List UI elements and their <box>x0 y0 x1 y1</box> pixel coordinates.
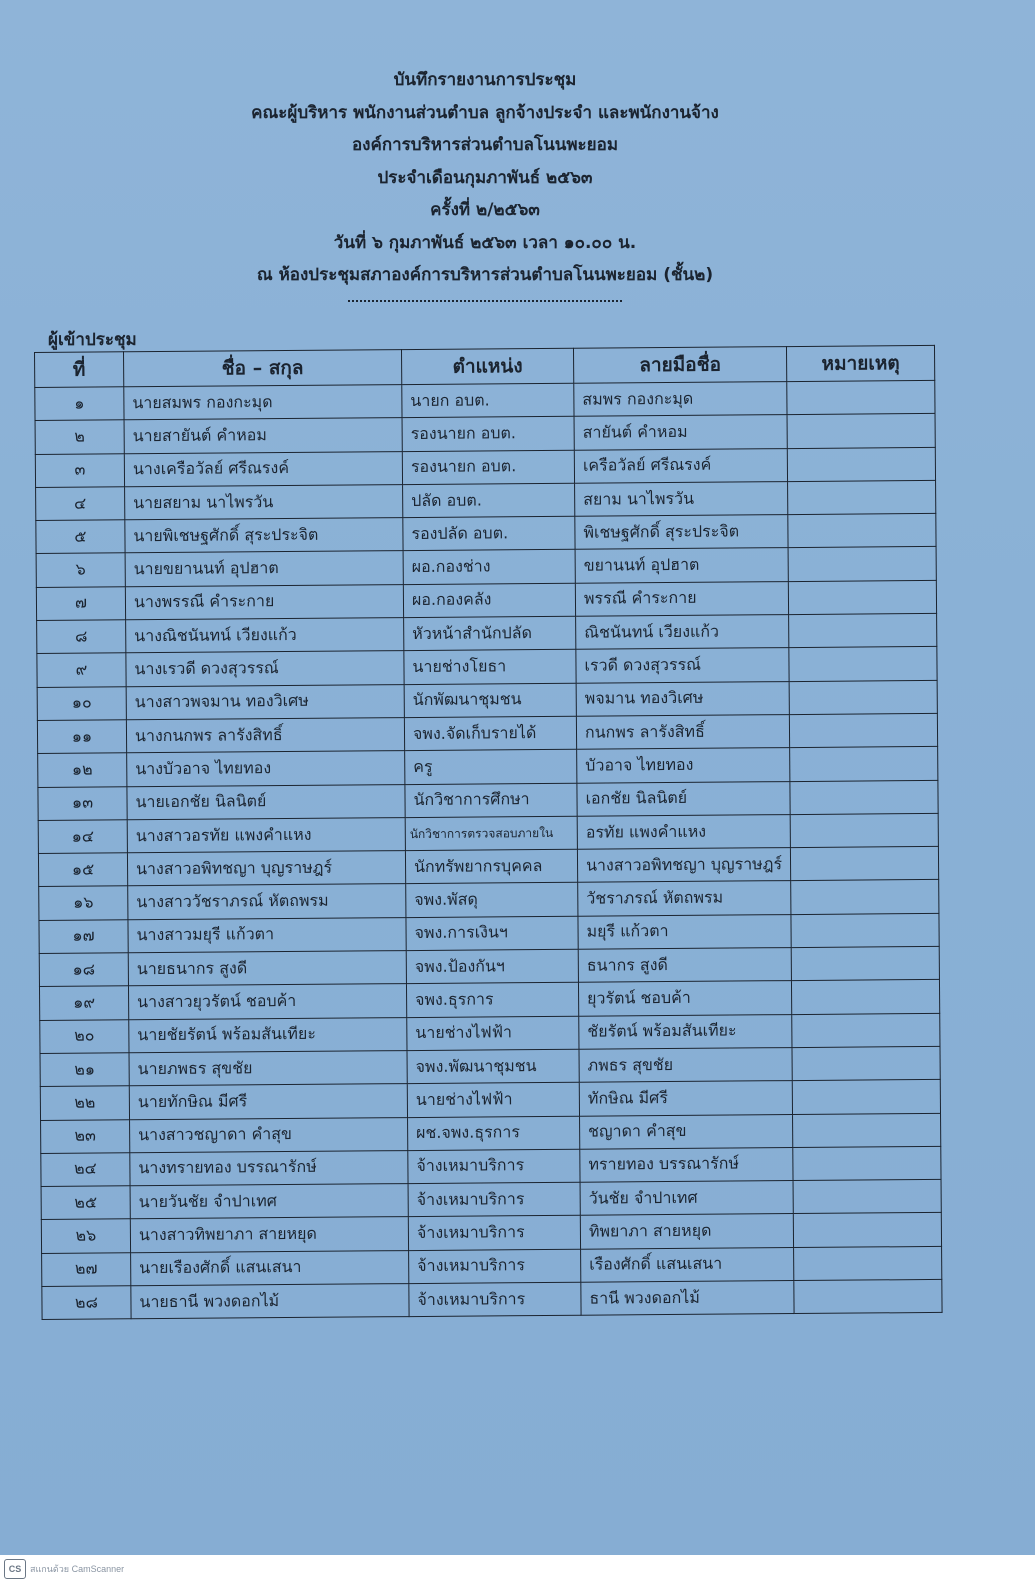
cell-no: ๑ <box>35 387 124 421</box>
cell-no: ๘ <box>37 620 126 654</box>
cell-no: ๒๒ <box>40 1086 129 1120</box>
cell-no: ๑๐ <box>37 686 126 720</box>
camscanner-text: สแกนด้วย CamScanner <box>30 1564 125 1574</box>
cell-no: ๑๔ <box>38 820 127 854</box>
cell-position: จ้างเหมาบริการ <box>409 1282 581 1317</box>
cell-remark <box>789 647 937 681</box>
cell-remark <box>788 580 936 614</box>
column-header-name: ชื่อ – สกุล <box>124 350 402 387</box>
cell-position: รองนายก อบต. <box>402 450 574 485</box>
attendees-label: ผู้เข้าประชุม <box>48 330 137 350</box>
cell-remark <box>788 547 936 581</box>
cell-remark <box>787 380 935 414</box>
cell-position: นักทรัพยากรบุคคล <box>405 849 577 884</box>
cell-remark <box>787 414 935 448</box>
session-line: ครั้งที่ ๒/๒๕๖๓ <box>430 200 540 220</box>
cell-remark <box>791 946 939 980</box>
cell-remark <box>787 447 935 481</box>
cell-no: ๙ <box>37 653 126 687</box>
cell-position: จ้างเหมาบริการ <box>408 1182 580 1217</box>
cell-position: จพง.จัดเก็บรายได้ <box>404 716 576 751</box>
cell-no: ๑๘ <box>39 953 128 987</box>
cell-position: นักวิชาการตรวจสอบภายใน <box>405 816 577 851</box>
column-header-remark: หมายเหตุ <box>786 345 934 381</box>
cell-position: จพง.พัสดุ <box>406 883 578 918</box>
cell-name: นายสมพร กองกะมุด <box>124 385 402 420</box>
column-header-signature: ลายมือชื่อ <box>573 347 786 384</box>
cell-signature: ทิพยาภา สายหยุด <box>580 1214 793 1249</box>
cell-no: ๒๑ <box>40 1053 129 1087</box>
cell-position: จ้างเหมาบริการ <box>408 1149 580 1184</box>
month-line: ประจำเดือนกุมภาพันธ์ ๒๕๖๓ <box>377 167 593 188</box>
organization-line: องค์การบริหารส่วนตำบลโนนพะยอม <box>351 135 619 155</box>
cell-no: ๑๑ <box>37 720 126 754</box>
cell-no: ๑๓ <box>38 786 127 820</box>
cell-signature: ธนากร สูงดี <box>578 948 791 983</box>
cell-no: ๑๙ <box>39 986 128 1020</box>
cell-position: ผอ.กองคลัง <box>403 583 575 618</box>
report-title: บันทึกรายงานการประชุม <box>393 70 577 90</box>
cell-position: จพง.ป้องกันฯ <box>406 949 578 984</box>
cell-no: ๒ <box>35 420 124 454</box>
document-header <box>0 64 970 292</box>
cell-signature: บัวอาจ ไทยทอง <box>577 748 790 783</box>
cell-signature: ธานี พวงดอกไม้ <box>581 1281 794 1316</box>
cell-signature: พรรณี คำระกาย <box>575 581 788 616</box>
cell-no: ๑๗ <box>39 920 128 954</box>
cell-remark <box>790 747 938 781</box>
cell-remark <box>789 613 937 647</box>
cell-name: นางสาววัชราภรณ์ หัตถพรม <box>128 884 406 919</box>
cell-signature: ทักษิณ มีศรี <box>579 1081 792 1116</box>
cell-signature: วัชราภรณ์ หัตถพรม <box>578 881 791 916</box>
cell-remark <box>793 1213 941 1247</box>
cell-name: นายวันชัย จำปาเทศ <box>130 1184 408 1219</box>
cell-position: นายก อบต. <box>402 383 574 418</box>
cell-no: ๔ <box>36 487 125 521</box>
cell-name: นายพิเชษฐศักดิ์ สุระประจิต <box>125 518 403 553</box>
attendance-rows <box>35 380 942 1319</box>
cell-remark <box>791 913 939 947</box>
cell-name: นางทรายทอง บรรณารักษ์ <box>130 1150 408 1185</box>
cell-signature: ขยานนท์ อุปฮาต <box>575 548 788 583</box>
cell-remark <box>789 680 937 714</box>
cell-position: ปลัด อบต. <box>403 483 575 518</box>
cell-remark <box>788 514 936 548</box>
camscanner-logo: CS <box>4 1559 26 1579</box>
cell-name: นายขยานนท์ อุปฮาต <box>125 551 403 586</box>
cell-name: นายสยาม นาไพรวัน <box>125 485 403 520</box>
cell-position: ครู <box>405 750 577 785</box>
cell-name: นายเรืองศักดิ์ แสนเสนา <box>131 1250 409 1285</box>
cell-no: ๑๖ <box>39 886 128 920</box>
cell-signature: ณิชนันทน์ เวียงแก้ว <box>576 615 789 650</box>
cell-remark <box>793 1113 941 1147</box>
cell-no: ๑๒ <box>38 753 127 787</box>
cell-no: ๒๔ <box>41 1153 130 1187</box>
cell-signature: ยุวรัตน์ ชอบค้า <box>578 981 791 1016</box>
date-time-line: วันที่ ๖ กุมภาพันธ์ ๒๕๖๓ เวลา ๑๐.๐๐ น. <box>333 232 637 253</box>
cell-name: นางณิชนันทน์ เวียงแก้ว <box>126 618 404 653</box>
cell-signature: ทรายทอง บรรณารักษ์ <box>580 1147 793 1182</box>
cell-name: นางสาวทิพยาภา สายหยุด <box>130 1217 408 1252</box>
cell-signature: เรืองศักดิ์ แสนเสนา <box>581 1247 794 1282</box>
cell-position: จพง.การเงินฯ <box>406 916 578 951</box>
cell-name: นายทักษิณ มีศรี <box>129 1084 407 1119</box>
cell-remark <box>793 1146 941 1180</box>
cell-position: หัวหน้าสำนักปลัด <box>404 616 576 651</box>
cell-position: จ้างเหมาบริการ <box>408 1216 580 1251</box>
cell-signature: พจมาน ทองวิเศษ <box>576 681 789 716</box>
cell-remark <box>790 813 938 847</box>
cell-name: นางบัวอาจ ไทยทอง <box>127 751 405 786</box>
cell-no: ๑๕ <box>38 853 127 887</box>
cell-name: นางสาวยุวรัตน์ ชอบค้า <box>128 984 406 1019</box>
cell-position: จพง.ธุรการ <box>406 983 578 1018</box>
cell-signature: เครือวัลย์ ศรีณรงค์ <box>574 448 787 483</box>
venue-line: ณ ห้องประชุมสภาองค์การบริหารส่วนตำบลโนนพะยอม (ชั้น๒) <box>256 265 714 285</box>
cell-position: จพง.พัฒนาชุมชน <box>407 1049 579 1084</box>
cell-remark <box>790 780 938 814</box>
cell-remark <box>791 880 939 914</box>
scanner-footer <box>0 1555 1035 1582</box>
attendance-table <box>34 345 943 1320</box>
cell-remark <box>789 713 937 747</box>
cell-no: ๒๘ <box>42 1286 131 1320</box>
cell-name: นายธานี พวงดอกไม้ <box>131 1284 409 1319</box>
attendee-groups-line: คณะผู้บริหาร พนักงานส่วนตำบล ลูกจ้างประจำ และพนักงานจ้าง <box>251 102 719 123</box>
cell-signature: อรทัย แพงคำแหง <box>577 814 790 849</box>
cell-position: นายช่างโยธา <box>404 650 576 685</box>
cell-signature: ชัยรัตน์ พร้อมสันเทียะ <box>579 1014 792 1049</box>
cell-position: นักวิชาการศึกษา <box>405 783 577 818</box>
cell-signature: พิเชษฐศักดิ์ สุระประจิต <box>575 515 788 550</box>
cell-position: นักพัฒนาชุมชน <box>404 683 576 718</box>
cell-name: นางพรรณี คำระกาย <box>125 584 403 619</box>
cell-position: รองนายก อบต. <box>402 417 574 452</box>
cell-no: ๓ <box>35 453 124 487</box>
cell-signature: วันชัย จำปาเทศ <box>580 1181 793 1216</box>
cell-remark <box>792 1080 940 1114</box>
cell-name: นางกนกพร ลารังสิทธิ์ <box>126 718 404 753</box>
cell-no: ๒๕ <box>41 1186 130 1220</box>
table-row <box>42 1279 942 1319</box>
cell-name: นางเครือวัลย์ ศรีณรงค์ <box>124 451 402 486</box>
cell-no: ๗ <box>36 587 125 621</box>
cell-position: ผช.จพง.ธุรการ <box>408 1116 580 1151</box>
cell-signature: นางสาวอพิทชญา บุญราษฎร์ <box>577 848 790 883</box>
column-header-position: ตำแหน่ง <box>401 348 573 384</box>
cell-name: นายเอกชัย นิลนิตย์ <box>127 784 405 819</box>
cell-signature: สยาม นาไพรวัน <box>575 481 788 516</box>
cell-name: นายชัยรัตน์ พร้อมสันเทียะ <box>129 1017 407 1052</box>
dotted-separator <box>348 300 622 302</box>
cell-position: นายช่างไฟฟ้า <box>407 1016 579 1051</box>
cell-name: นางสาวอรทัย แพงคำแหง <box>127 817 405 852</box>
cell-name: นางสาวมยุรี แก้วตา <box>128 917 406 952</box>
cell-position: ผอ.กองช่าง <box>403 550 575 585</box>
cell-no: ๖ <box>36 553 125 587</box>
column-header-no: ที่ <box>35 352 124 388</box>
cell-name: นางสาวอพิทชญา บุญราษฎร์ <box>127 851 405 886</box>
cell-no: ๒๖ <box>41 1219 130 1253</box>
cell-name: นายภพธร สุขชัย <box>129 1051 407 1086</box>
cell-signature: เอกชัย นิลนิตย์ <box>577 781 790 816</box>
cell-name: นางสาวชญาดา คำสุข <box>130 1117 408 1152</box>
cell-name: นายสายันต์ คำหอม <box>124 418 402 453</box>
cell-position: จ้างเหมาบริการ <box>409 1249 581 1284</box>
cell-remark <box>794 1246 942 1280</box>
cell-position: รองปลัด อบต. <box>403 516 575 551</box>
cell-signature: ภพธร สุขชัย <box>579 1048 792 1083</box>
cell-name: นางเรวดี ดวงสุวรรณ์ <box>126 651 404 686</box>
cell-remark <box>788 480 936 514</box>
cell-remark <box>792 1046 940 1080</box>
cell-position: นายช่างไฟฟ้า <box>407 1082 579 1117</box>
cell-signature: ชญาดา คำสุข <box>580 1114 793 1149</box>
cell-remark <box>791 980 939 1014</box>
cell-signature: สมพร กองกะมุด <box>574 382 787 417</box>
cell-signature: เรวดี ดวงสุวรรณ์ <box>576 648 789 683</box>
cell-no: ๒๐ <box>40 1019 129 1053</box>
cell-name: นายธนากร สูงดี <box>128 951 406 986</box>
cell-no: ๒๓ <box>41 1119 130 1153</box>
cell-remark <box>794 1279 942 1313</box>
cell-no: ๕ <box>36 520 125 554</box>
cell-remark <box>793 1180 941 1214</box>
cell-remark <box>792 1013 940 1047</box>
cell-name: นางสาวพจมาน ทองวิเศษ <box>126 684 404 719</box>
cell-no: ๒๗ <box>42 1252 131 1286</box>
cell-signature: สายันต์ คำหอม <box>574 415 787 450</box>
cell-remark <box>790 847 938 881</box>
cell-signature: กนกพร ลารังสิทธิ์ <box>576 715 789 750</box>
cell-signature: มยุรี แก้วตา <box>578 914 791 949</box>
